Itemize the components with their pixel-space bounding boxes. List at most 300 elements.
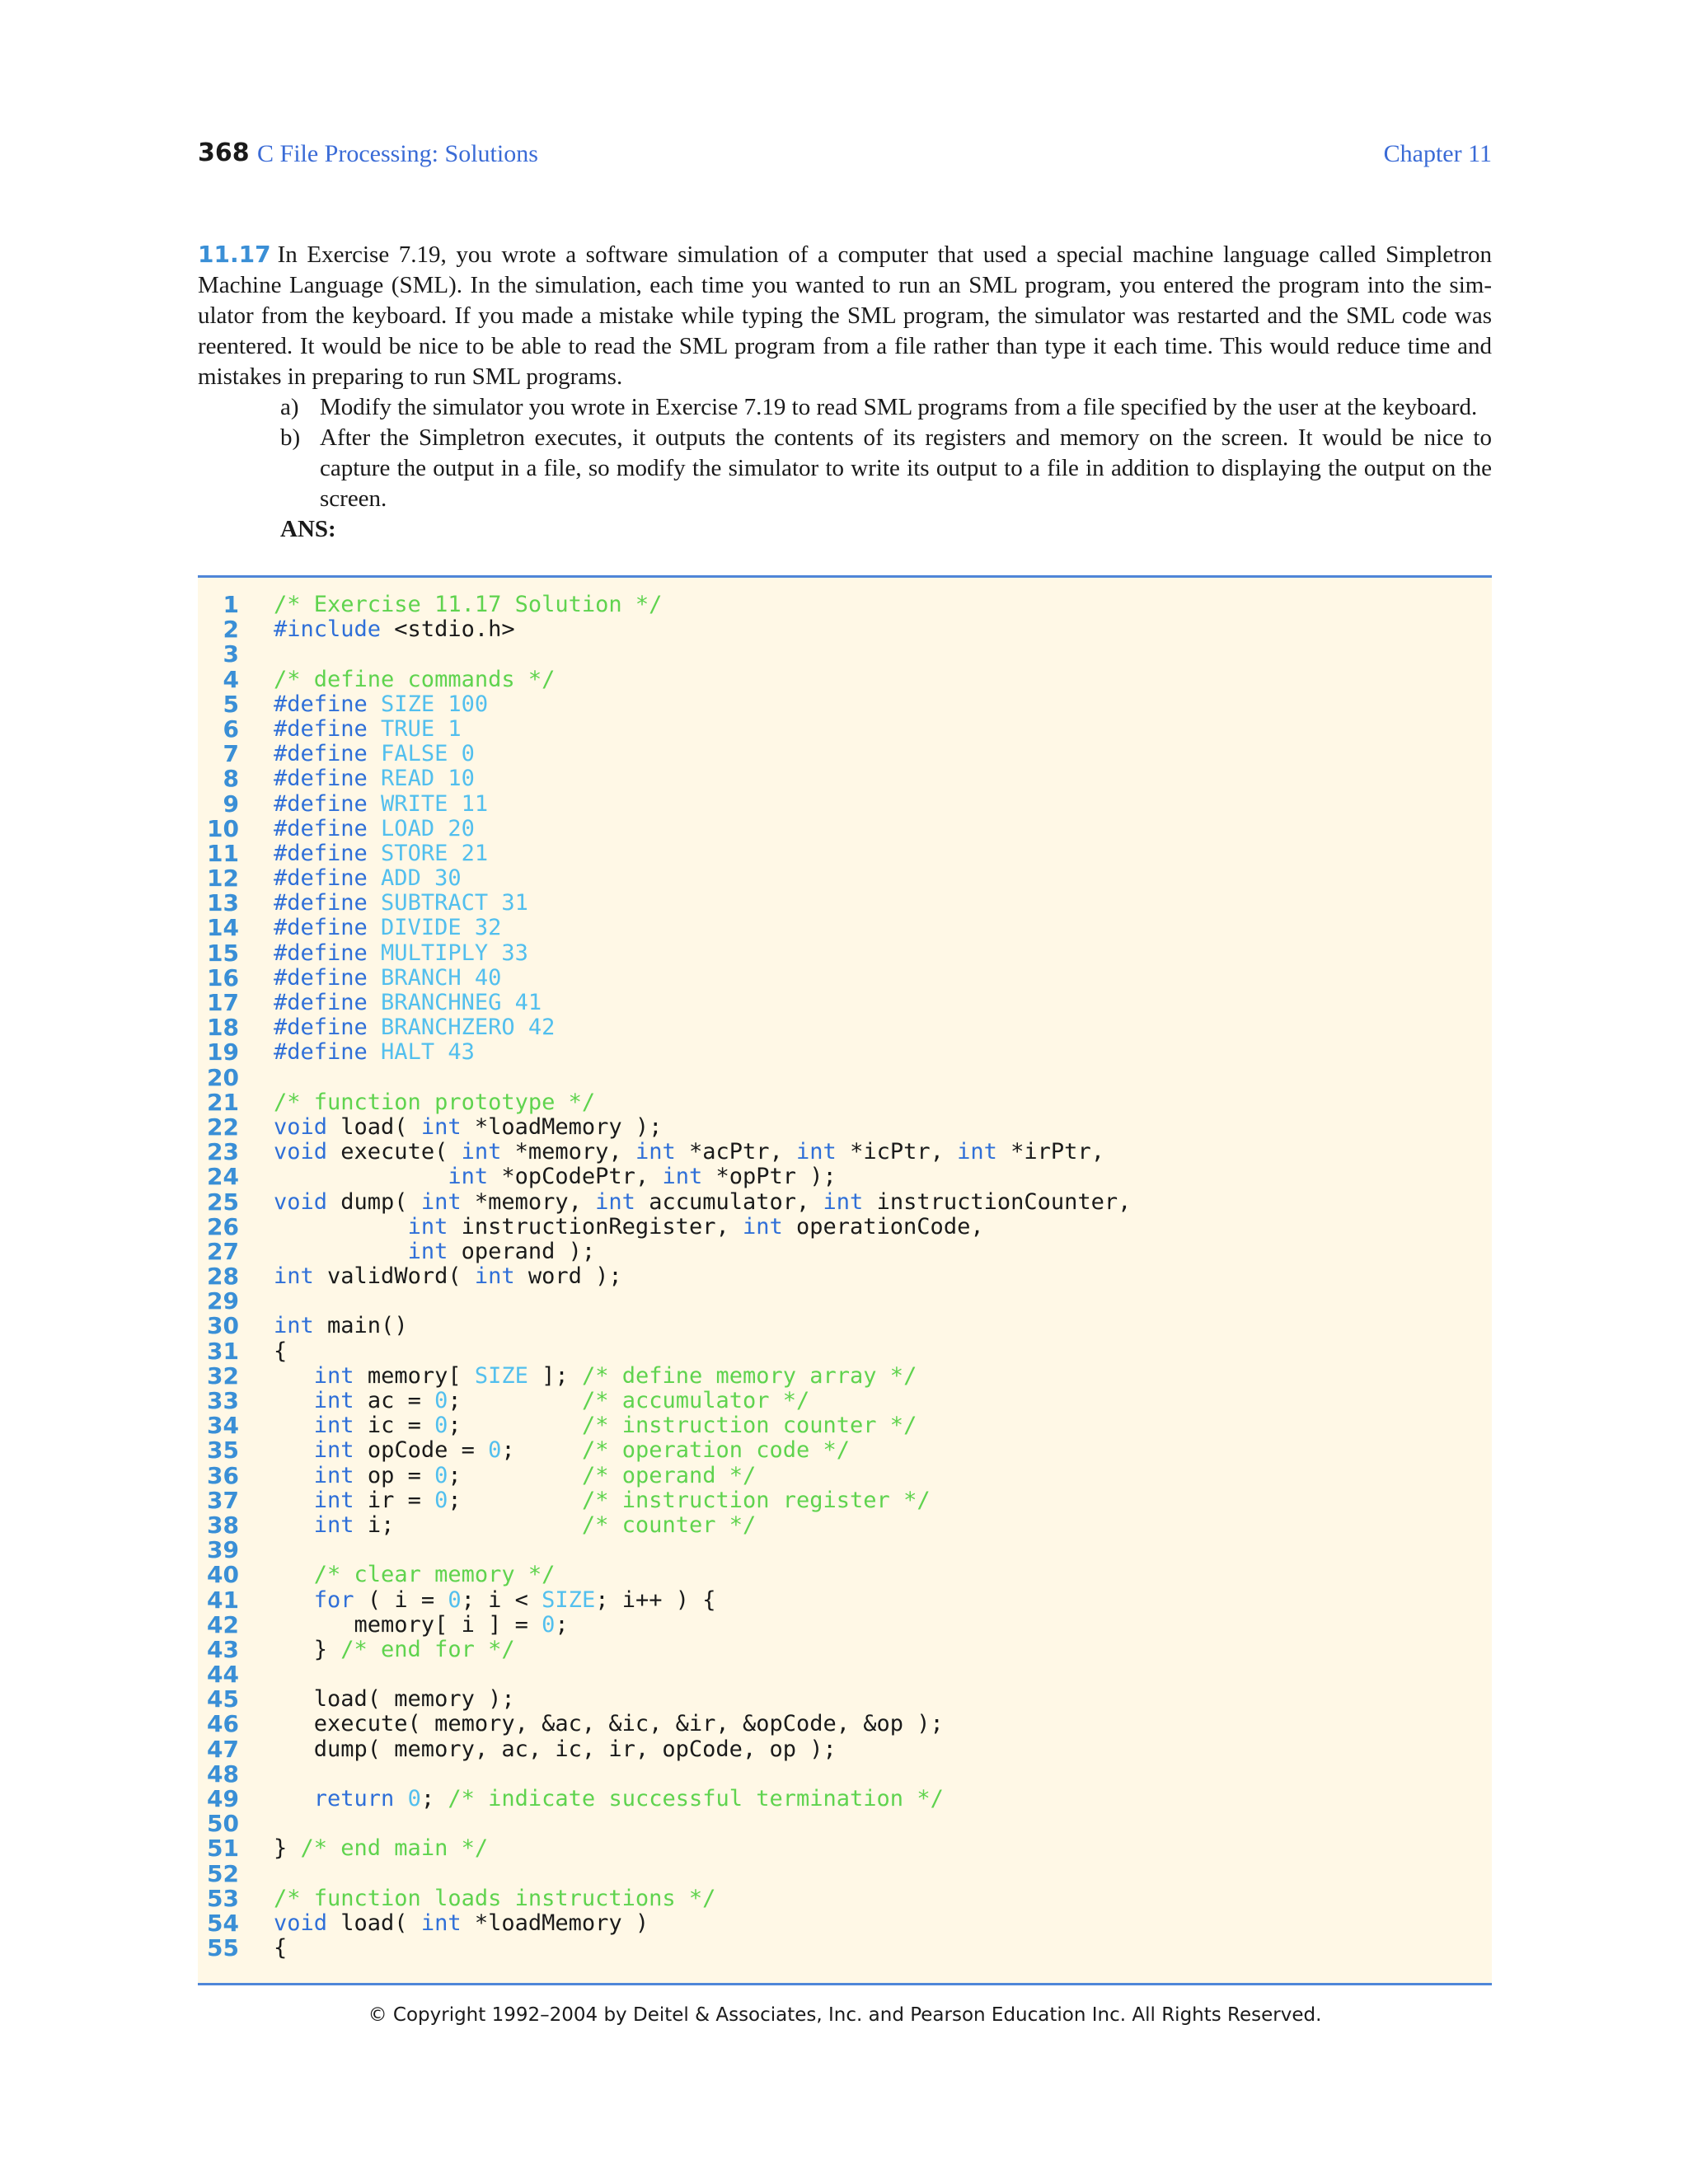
code-token: SUBTRACT 31 [367,890,528,916]
line-number: 31 [207,1337,239,1365]
line-code [274,1936,287,1961]
line-code [274,593,662,617]
line-number: 22 [207,1113,239,1141]
code-token: } [274,1636,341,1662]
code-token: for [313,1586,354,1613]
code-token: int [313,1487,354,1513]
code-token: FALSE 0 [367,741,475,767]
exercise-statement [198,239,1492,392]
line-number: 28 [207,1263,239,1291]
code-token: load( memory ); [274,1686,515,1713]
line-number: 36 [207,1461,239,1489]
code-token: memory[ i ] = [274,1611,542,1638]
code-line [198,692,1492,717]
code-line [198,1461,1492,1489]
code-token: *memory, [461,1188,596,1215]
code-token: load( [327,1113,421,1140]
code-token: instructionCounter, [863,1188,1132,1215]
code-token: dump( memory, ac, ic, ir, opCode, op ); [274,1736,837,1762]
code-token: operand ); [448,1238,596,1264]
line-code [274,1737,837,1762]
code-token: { [274,1338,288,1364]
page-number: 368 [198,138,250,167]
code-token: ; [448,1413,582,1439]
code-token: int [823,1188,864,1215]
line-number: 46 [207,1710,239,1738]
copyright-notice: © Copyright 1992–2004 by Deitel & Associates, Inc. and Pearson Education Inc. All Rights Reserved. [368,2004,1322,2026]
code-token: #define [274,890,368,916]
line-code [274,1190,1131,1215]
code-token: #define [274,766,368,792]
code-token: BRANCHZERO 42 [367,1015,556,1041]
line-code [274,991,542,1015]
line-number: 7 [223,740,239,768]
code-token: operationCode, [782,1213,984,1240]
code-token: 0 [434,1462,448,1488]
code-line [198,1886,1492,1911]
code-line [198,717,1492,742]
code-line [198,1712,1492,1736]
code-token: ac = [354,1388,435,1413]
code-token: *opPtr ); [702,1164,837,1190]
code-token: ir = [354,1487,435,1513]
code-token: int [420,1910,462,1936]
code-token: #define [274,715,368,742]
line-number: 55 [207,1934,239,1962]
code-token [274,1512,314,1538]
line-number: 41 [207,1586,239,1614]
code-token: instructionRegister, [448,1213,743,1240]
code-line [198,1538,1492,1563]
code-line [198,1687,1492,1712]
code-token: #define [274,815,368,841]
code-token: int [796,1139,837,1165]
code-token: /* operand */ [581,1462,757,1488]
code-line [198,742,1492,766]
code-line [198,1836,1492,1861]
code-token: execute( memory, &ac, &ic, &ir, &opCode, &op ); [274,1711,944,1737]
line-code [274,1389,809,1413]
line-code [274,916,501,940]
code-token: /* define memory array */ [581,1362,917,1389]
code-token: int [957,1139,997,1165]
code-line [198,1190,1492,1215]
task-item-b [198,423,1492,514]
line-code [274,1886,715,1911]
code-line [198,1140,1492,1165]
code-token: ; [501,1437,582,1464]
code-token: load( [327,1910,421,1936]
line-code [274,1513,756,1538]
code-token: 0 [488,1437,502,1464]
code-token: STORE 21 [367,840,489,866]
code-token: void [274,1188,328,1215]
code-line [198,841,1492,866]
line-code [274,1438,850,1463]
code-line [198,1339,1492,1364]
code-token: { [274,1935,288,1961]
code-line [198,1787,1492,1811]
line-number: 25 [207,1188,239,1216]
line-code [274,1787,944,1811]
line-number: 11 [207,839,239,867]
line-number: 1 [223,591,239,618]
line-number: 50 [207,1810,239,1838]
code-token: int [635,1139,676,1165]
code-token: /* define commands */ [274,666,556,692]
code-token: accumulator, [635,1188,823,1215]
line-code [274,1264,622,1289]
code-line [198,1165,1492,1189]
code-token: /* function loads instructions */ [274,1885,716,1911]
code-token [274,1587,314,1613]
code-line [198,1610,1492,1638]
code-token [274,1562,314,1587]
code-token: i; [354,1511,582,1538]
line-code [274,1563,555,1587]
code-token: 0 [434,1388,448,1413]
line-code [274,817,475,841]
line-code [274,792,488,817]
code-line [198,617,1492,642]
code-token: /* operation code */ [581,1437,851,1464]
code-token: opCode = [354,1437,489,1464]
code-token: validWord( [313,1263,475,1290]
code-token: #define [274,840,368,866]
code-token [274,1463,314,1488]
task-item-a [198,392,1492,423]
line-code [274,1687,515,1712]
code-line [198,1563,1492,1587]
code-token: HALT 43 [367,1039,475,1066]
code-token: MULTIPLY 33 [367,940,528,966]
line-code [274,1015,555,1040]
code-token: SIZE [474,1362,528,1389]
line-code [274,1613,569,1638]
code-token: int [407,1213,448,1240]
line-number: 16 [207,963,239,991]
line-code [274,1364,917,1389]
code-token: /* accumulator */ [581,1388,810,1413]
line-number: 48 [207,1760,239,1788]
code-token: <stdio.h> [381,616,515,643]
code-line [198,642,1492,667]
code-token: 0 [448,1586,462,1613]
line-number: 30 [207,1312,239,1340]
code-token: /* clear memory */ [313,1562,556,1588]
code-token: int [274,1313,314,1339]
line-code [274,891,528,916]
code-token: *loadMemory ) [461,1910,649,1936]
code-line [198,1762,1492,1787]
line-code [274,1040,475,1065]
code-token: ]; [528,1362,582,1389]
code-token: 0 [434,1487,448,1513]
code-token: #define [274,1015,368,1041]
line-number: 2 [223,616,239,644]
line-number: 35 [207,1436,239,1465]
code-token: memory[ [354,1362,475,1389]
code-token: int [742,1213,783,1240]
code-token: /* Exercise 11.17 Solution */ [274,592,663,617]
line-code [274,617,515,642]
code-line [198,1911,1492,1936]
code-line [198,1635,1492,1663]
code-token: #define [274,915,368,941]
code-token: word ); [514,1263,622,1290]
code-line [198,916,1492,940]
code-token: #define [274,790,368,817]
code-token: SIZE [542,1586,596,1613]
line-number: 3 [223,640,239,668]
code-token: #define [274,990,368,1015]
code-token: TRUE 1 [367,715,462,742]
task-text: After the Simpletron executes, it outputs the contents of its registers and memory on the screen. It would be nice to capture the output in a file, so modify the simulator to write its output to a file in addition to displaying the output on the screen. [320,424,1492,512]
code-line [198,1513,1492,1538]
code-token: return [313,1786,395,1811]
code-token: ; [420,1786,448,1811]
code-token: int [313,1413,354,1439]
code-line [198,1314,1492,1338]
exercise [198,239,1492,545]
code-token: execute( [327,1139,462,1165]
line-number: 21 [207,1088,239,1116]
code-token: int [448,1164,489,1190]
code-token [274,1388,314,1413]
code-token: int [595,1188,635,1215]
line-code [274,966,501,991]
code-token: /* counter */ [581,1511,757,1538]
code-token: int [474,1263,515,1290]
code-token: 0 [407,1786,421,1811]
code-token: void [274,1139,328,1165]
code-token: /* end main */ [300,1835,489,1862]
code-line [198,814,1492,842]
code-line [198,766,1492,791]
line-code [274,1240,595,1264]
code-token: int [313,1362,354,1389]
code-line [198,891,1492,916]
line-code [274,1314,408,1338]
exercise-text: In Exercise 7.19, you wrote a software simulation of a computer that used a special machine language called Simpletron Machine Language (SML). In the simulation, each time you wanted to run an SML program, you entered the program into the sim-ulator from the keyboard. If you made a mistake while typing the SML program, the simulator was restarted and the SML code was reentered. It would be nice to be able to read the SML program from a file rather than type it each time. This would reduce time and mistakes in preparing to run SML programs. [198,241,1492,390]
code-token: int [274,1263,314,1290]
code-line [198,1090,1492,1115]
line-code [274,1836,488,1861]
code-token: ; i++ ) { [595,1586,716,1613]
line-code [274,1115,662,1140]
line-number: 19 [207,1038,239,1066]
code-line [198,1015,1492,1040]
code-token: op = [354,1462,435,1488]
line-code [274,1588,716,1613]
code-token: int [313,1462,354,1488]
code-token: 0 [542,1611,556,1638]
line-number: 15 [207,939,239,967]
code-line [198,1662,1492,1687]
code-token: void [274,1910,328,1936]
code-token: int [420,1188,462,1215]
code-line [198,991,1492,1015]
line-code [274,742,475,766]
code-token: ; [448,1462,582,1488]
line-code [274,866,462,891]
line-number: 39 [207,1536,239,1564]
code-listing [198,575,1492,1985]
code-token: /* instruction register */ [581,1487,931,1513]
line-code [274,1215,984,1240]
line-number: 18 [207,1014,239,1042]
code-line [198,1040,1492,1065]
code-token: int [313,1511,354,1538]
code-token [394,1786,407,1811]
exercise-number: 11.17 [198,241,271,268]
code-token [274,1437,314,1463]
code-token: *opCodePtr, [488,1164,663,1190]
line-code [274,1140,1104,1165]
code-token [274,1413,314,1438]
line-number: 43 [207,1635,239,1663]
code-token: void [274,1113,328,1140]
code-token: LOAD 20 [367,815,475,841]
code-line [198,1063,1492,1091]
line-number: 34 [207,1412,239,1440]
code-line [198,866,1492,891]
code-token: int [313,1388,354,1413]
code-token: main() [313,1313,408,1339]
line-number: 24 [207,1163,239,1191]
code-token: *loadMemory ); [461,1113,663,1140]
line-number: 4 [223,665,239,693]
code-token [274,1786,314,1811]
line-number: 38 [207,1511,239,1539]
line-code [274,941,528,966]
line-number: 47 [207,1735,239,1763]
line-number: 37 [207,1486,239,1514]
line-number: 17 [207,989,239,1016]
code-token: *acPtr, [675,1139,797,1165]
line-number: 45 [207,1685,239,1713]
line-code [274,668,555,692]
line-number: 10 [207,814,239,842]
line-code [274,1339,287,1364]
code-token: int [407,1238,448,1264]
code-token: 0 [434,1413,448,1439]
code-token: ADD 30 [367,865,462,892]
code-line [198,1488,1492,1513]
code-line [198,1438,1492,1463]
code-line [198,1413,1492,1438]
code-token: #define [274,741,368,767]
line-number: 44 [207,1661,239,1689]
code-token: *icPtr, [836,1139,958,1165]
task-marker: a) [280,394,299,420]
code-token: READ 10 [367,766,475,792]
line-number: 20 [207,1063,239,1091]
code-token: /* instruction counter */ [581,1413,917,1439]
line-number: 29 [207,1287,239,1315]
line-number: 49 [207,1785,239,1812]
task-list [198,392,1492,514]
code-token [274,1488,314,1513]
code-token: int [313,1437,354,1464]
code-token: ic = [354,1413,435,1439]
code-line [198,1361,1492,1390]
code-token: /* indicate successful termination */ [448,1786,944,1811]
line-number: 8 [223,765,239,793]
code-line [198,1389,1492,1413]
code-token: #define [274,865,368,892]
code-line [198,1115,1492,1140]
code-line [198,792,1492,817]
code-token: /* end for */ [340,1636,515,1662]
code-token: #define [274,1039,368,1066]
line-code [274,766,475,791]
code-line [198,1212,1492,1240]
line-number: 14 [207,914,239,942]
code-token: int [461,1139,502,1165]
line-number: 54 [207,1909,239,1937]
code-token: WRITE 11 [367,790,489,817]
code-token: /* function prototype */ [274,1089,596,1115]
line-number: 40 [207,1561,239,1589]
code-token: int [662,1164,703,1190]
line-number: 52 [207,1859,239,1887]
code-line [198,941,1492,966]
code-line [198,1737,1492,1762]
line-number: 33 [207,1387,239,1414]
code-token: #define [274,964,368,991]
line-number: 32 [207,1361,239,1390]
code-token: dump( [327,1188,421,1215]
line-number: 26 [207,1212,239,1240]
code-token: ; i < [461,1586,542,1613]
code-line [198,1859,1492,1887]
code-line [198,1289,1492,1314]
line-code [274,841,488,866]
code-token [274,1164,448,1189]
code-token: ; [555,1611,569,1638]
code-token: BRANCHNEG 41 [367,990,542,1015]
line-number: 42 [207,1610,239,1638]
code-line [198,665,1492,693]
code-line [198,1237,1492,1265]
code-line [198,1588,1492,1613]
line-number: 5 [223,690,239,718]
code-line [198,963,1492,991]
code-token: } [274,1835,301,1862]
line-number: 51 [207,1835,239,1863]
code-token: *memory, [501,1139,635,1165]
line-code [274,1464,756,1488]
code-token: DIVIDE 32 [367,915,502,941]
line-number: 13 [207,889,239,917]
line-code [274,1413,917,1438]
code-token: #include [274,616,382,643]
code-token: #define [274,691,368,717]
line-code [274,692,488,717]
line-number: 23 [207,1138,239,1166]
code-line [198,1811,1492,1836]
line-number: 53 [207,1884,239,1912]
code-token: BRANCH 40 [367,964,502,991]
code-token: SIZE 100 [367,691,489,717]
code-token [274,1363,314,1389]
line-code [274,1638,515,1662]
code-token: ( i = [354,1586,448,1613]
code-token [274,1239,408,1264]
code-token: *irPtr, [996,1139,1104,1165]
code-token: ; [448,1388,582,1413]
